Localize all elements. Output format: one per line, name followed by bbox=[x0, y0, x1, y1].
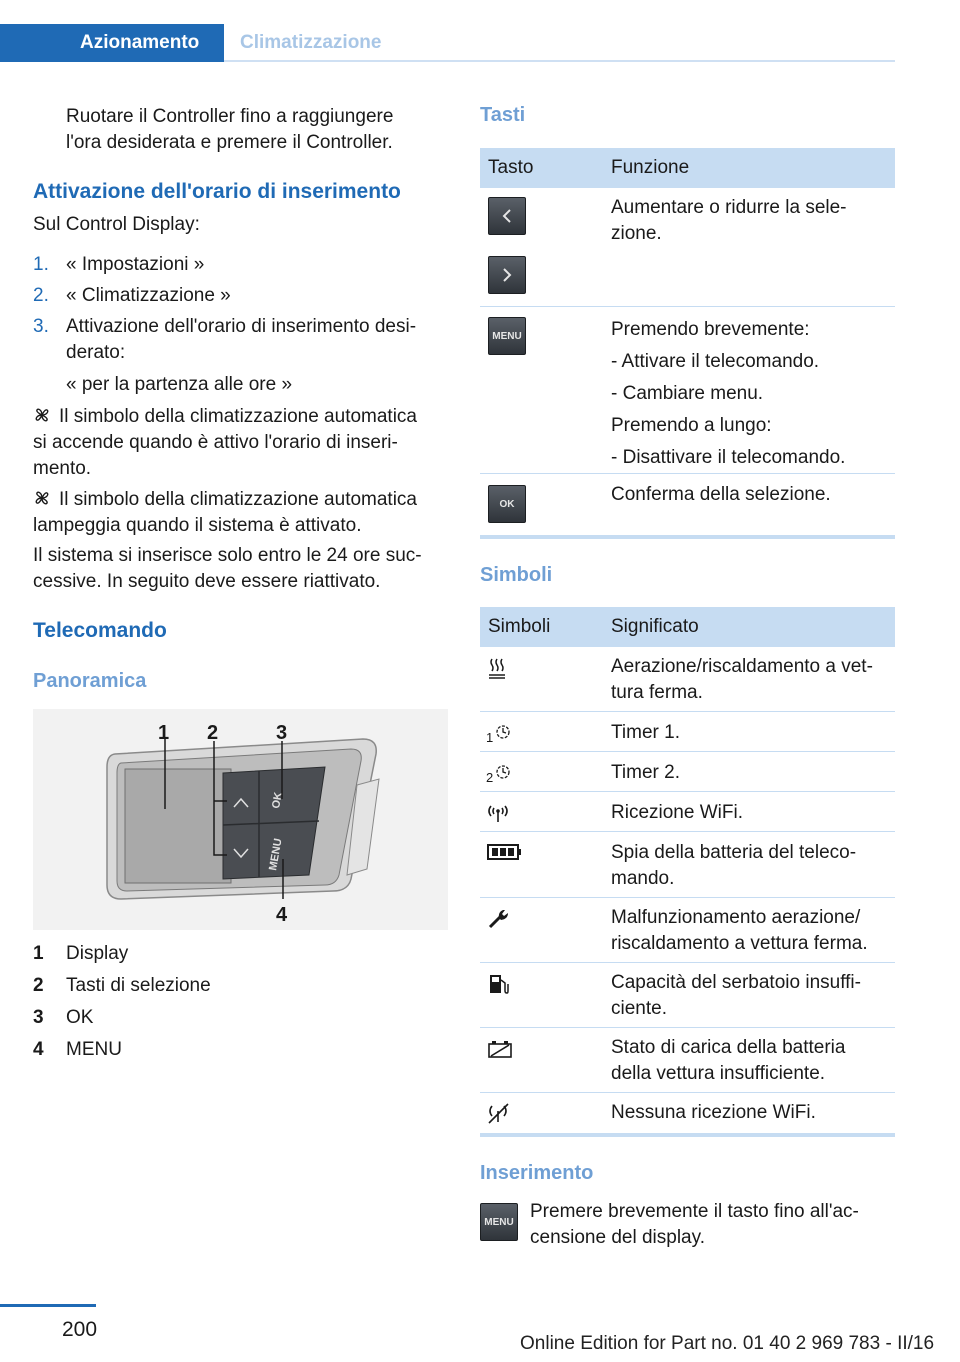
symbols-row-8-line-2: della vettura insufficiente. bbox=[611, 1063, 826, 1084]
symbols-col-meaning: Significato bbox=[611, 616, 699, 637]
no-wifi-icon bbox=[486, 1102, 514, 1126]
symbols-row-1-text bbox=[611, 654, 873, 706]
heading-keys: Tasti bbox=[480, 104, 526, 126]
keys-row-1-line-1: Aumentare o ridurre la sele- bbox=[611, 197, 847, 218]
heading-activation-time: Attivazione dell'orario di inserimento bbox=[33, 180, 401, 203]
symbols-row-6-line-2: riscaldamento a vettura ferma. bbox=[611, 933, 868, 954]
battery-icon bbox=[486, 841, 524, 865]
legend-3-text: OK bbox=[66, 1007, 94, 1028]
heating-icon bbox=[486, 657, 514, 681]
key-ok-button: OK bbox=[488, 485, 526, 523]
tab-azionamento[interactable]: Azionamento bbox=[0, 24, 224, 62]
symbols-col-symbol: Simboli bbox=[488, 616, 551, 637]
row-separator bbox=[480, 1027, 895, 1028]
step-2-text: « Climatizzazione » bbox=[66, 285, 231, 306]
note-1 bbox=[33, 404, 443, 482]
keys-row-2-text bbox=[611, 314, 845, 474]
step-3-number: 3. bbox=[33, 316, 49, 337]
keys-col-key: Tasto bbox=[488, 157, 534, 178]
keys-col-function: Funzione bbox=[611, 157, 690, 178]
symbols-row-2-text: Timer 1. bbox=[611, 722, 680, 743]
key-left-button bbox=[488, 197, 526, 235]
keys-row-2-line-5: - Disattivare il telecomando. bbox=[611, 447, 846, 468]
step-3-sub: « per la partenza alle ore » bbox=[66, 374, 293, 395]
step-2-number: 2. bbox=[33, 285, 49, 306]
timer-1-icon bbox=[486, 724, 520, 748]
note-1-line-2: si accende quando è attivo l'orario di inseri- bbox=[33, 432, 398, 453]
table-end-rule bbox=[480, 1133, 895, 1137]
activation-line-2: censione del display. bbox=[530, 1227, 705, 1248]
legend-3-number: 3 bbox=[33, 1007, 44, 1028]
legend-2-text: Tasti di selezione bbox=[66, 975, 211, 996]
symbols-row-3-text: Timer 2. bbox=[611, 762, 680, 783]
fuel-icon bbox=[486, 972, 514, 996]
symbols-row-6-text bbox=[611, 905, 868, 957]
control-display-label: Sul Control Display: bbox=[33, 214, 200, 235]
symbols-row-5-line-2: mando. bbox=[611, 868, 675, 889]
page-number: 200 bbox=[62, 1318, 98, 1341]
symbols-row-7-line-1: Capacità del serbatoio insuffi- bbox=[611, 972, 861, 993]
row-separator bbox=[480, 831, 895, 832]
callout-1: 1 bbox=[158, 722, 170, 744]
note-2-line-1: Il simbolo della climatizzazione automatica bbox=[59, 489, 417, 510]
heading-remote: Telecomando bbox=[33, 619, 167, 642]
fan-icon bbox=[33, 489, 51, 507]
activation-line-1: Premere brevemente il tasto fino all'ac- bbox=[530, 1201, 859, 1222]
legend-1-text: Display bbox=[66, 943, 129, 964]
keys-row-2-line-1: Premendo brevemente: bbox=[611, 319, 810, 340]
symbols-row-9-text: Nessuna ricezione WiFi. bbox=[611, 1102, 816, 1123]
car-battery-icon bbox=[486, 1037, 514, 1061]
intro-line-2: l'ora desiderata e premere il Controller. bbox=[66, 132, 393, 153]
keys-row-2-line-3: - Cambiare menu. bbox=[611, 383, 764, 404]
keys-row-1-line-2: zione. bbox=[611, 223, 662, 244]
note-2-line-2: lampeggia quando il sistema è attivato. bbox=[33, 515, 362, 536]
timer-1-number: 1 bbox=[486, 730, 494, 745]
fan-icon bbox=[33, 406, 51, 424]
edition-note: Online Edition for Part no. 01 40 2 969 783 - II/16 bbox=[520, 1333, 935, 1354]
legend-2-number: 2 bbox=[33, 975, 44, 996]
step-1-number: 1. bbox=[33, 254, 49, 275]
keys-table bbox=[480, 148, 895, 540]
note-2 bbox=[33, 487, 443, 539]
heading-symbols: Simboli bbox=[480, 564, 553, 586]
note-3-line-1: Il sistema si inserisce solo entro le 24 ore suc- bbox=[33, 545, 422, 566]
note-1-line-3: mento. bbox=[33, 458, 92, 479]
wrench-icon bbox=[486, 907, 514, 931]
remote-control-figure bbox=[33, 709, 448, 930]
legend-1-number: 1 bbox=[33, 943, 44, 964]
symbols-row-7-line-2: ciente. bbox=[611, 998, 667, 1019]
chevron-right-icon bbox=[500, 267, 514, 283]
keys-row-1-text bbox=[611, 195, 847, 247]
symbols-row-8-line-1: Stato di carica della batteria bbox=[611, 1037, 846, 1058]
row-separator bbox=[480, 791, 895, 792]
symbols-row-8-text bbox=[611, 1035, 845, 1087]
symbols-row-5-line-1: Spia della batteria del teleco- bbox=[611, 842, 857, 863]
keys-row-3-text: Conferma della selezione. bbox=[611, 484, 831, 505]
timer-2-icon bbox=[486, 764, 520, 788]
remote-control-illustration bbox=[33, 709, 448, 930]
clock-icon bbox=[495, 764, 511, 780]
callout-2: 2 bbox=[207, 722, 219, 744]
symbols-row-6-line-1: Malfunzionamento aerazione/ bbox=[611, 907, 861, 928]
table-end-rule bbox=[480, 535, 895, 539]
keys-row-2-line-2: - Attivare il telecomando. bbox=[611, 351, 820, 372]
row-separator bbox=[480, 1092, 895, 1093]
row-separator bbox=[480, 711, 895, 712]
step-3-text: Attivazione dell'orario di inserimento desi- bbox=[66, 316, 417, 337]
heading-overview: Panoramica bbox=[33, 670, 147, 692]
intro-line-1: Ruotare il Controller fino a raggiungere bbox=[66, 106, 394, 127]
figure-menu-label: MENU bbox=[267, 837, 285, 872]
row-separator bbox=[480, 897, 895, 898]
note-3-line-2: cessive. In seguito deve essere riattivato. bbox=[33, 571, 381, 592]
step-3-text-cont: derato: bbox=[66, 342, 126, 363]
step-1-text: « Impostazioni » bbox=[66, 254, 205, 275]
row-separator bbox=[480, 306, 895, 307]
timer-2-number: 2 bbox=[486, 770, 494, 785]
chevron-left-icon bbox=[500, 208, 514, 224]
legend-4-number: 4 bbox=[33, 1039, 44, 1060]
activation-text bbox=[530, 1199, 859, 1251]
symbols-table bbox=[480, 607, 895, 1140]
wifi-icon bbox=[486, 802, 514, 826]
row-separator bbox=[480, 751, 895, 752]
callout-4: 4 bbox=[276, 904, 288, 926]
symbols-row-7-text bbox=[611, 970, 861, 1022]
key-right-button bbox=[488, 256, 526, 294]
symbols-row-5-text bbox=[611, 840, 856, 892]
legend-4-text: MENU bbox=[66, 1039, 122, 1060]
clock-icon bbox=[495, 724, 511, 740]
header-bar bbox=[0, 24, 895, 62]
figure-ok-label: OK bbox=[270, 791, 285, 810]
note-3 bbox=[33, 543, 448, 595]
activation-menu-button: MENU bbox=[480, 1203, 518, 1241]
tab-climatizzazione[interactable]: Climatizzazione bbox=[240, 32, 382, 53]
row-separator bbox=[480, 473, 895, 474]
keys-row-2-line-4: Premendo a lungo: bbox=[611, 415, 772, 436]
row-separator bbox=[480, 962, 895, 963]
key-menu-button: MENU bbox=[488, 317, 526, 355]
keys-table-header bbox=[480, 148, 895, 188]
symbols-row-1-line-2: tura ferma. bbox=[611, 682, 703, 703]
symbols-table-header bbox=[480, 607, 895, 647]
footer-rule bbox=[0, 1304, 96, 1307]
symbols-row-1-line-1: Aerazione/riscaldamento a vet- bbox=[611, 656, 873, 677]
callout-3: 3 bbox=[276, 722, 288, 744]
heading-activation: Inserimento bbox=[480, 1162, 594, 1184]
symbols-row-4-text: Ricezione WiFi. bbox=[611, 802, 743, 823]
note-1-line-1: Il simbolo della climatizzazione automatica bbox=[59, 406, 417, 427]
